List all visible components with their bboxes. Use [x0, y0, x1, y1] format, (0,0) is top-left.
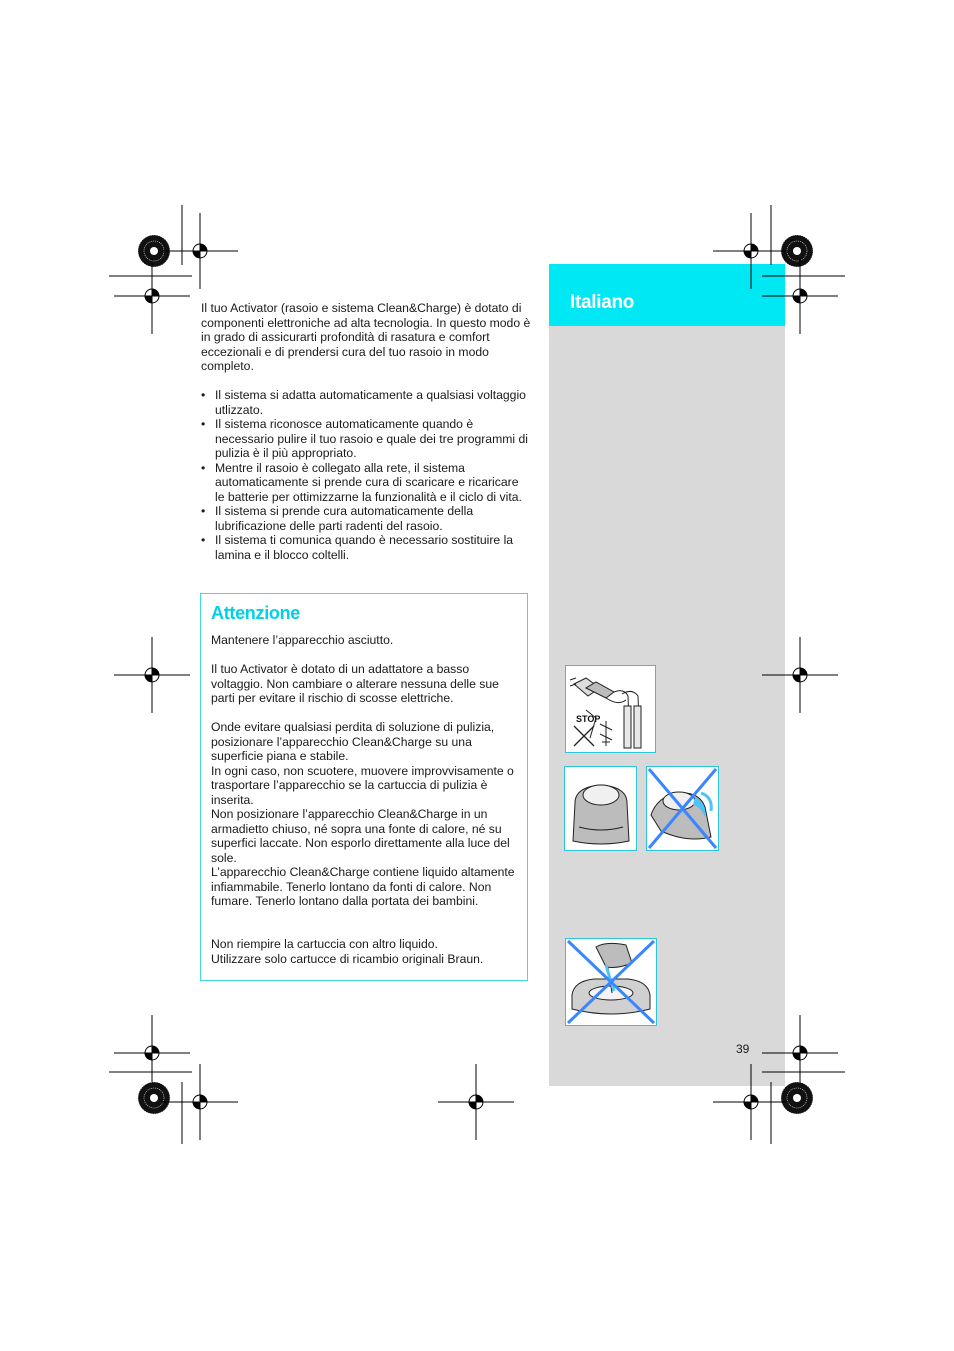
intro-paragraph: Il tuo Activator (rasoio e sistema Clean&Charge) è dotato di componenti elettroniche ad alta tecnologia. In questo modo è in grado di assicurarti profondità di rasatura e comfort eccezionali e di prendersi cura del tuo rasoio in modo completo.: [201, 301, 531, 373]
feature-item: • Il sistema riconosce automaticamente quando è necessario pulire il tuo rasoio e quale dei tre programmi di pulizia è il più appropriato.: [201, 417, 531, 461]
warning-text: Non posizionare l’apparecchio Clean&Charge in un armadietto chiuso, né sopra una fonte di calore, né su superfici laccate. Non esporlo direttamente alla luce del sole.: [211, 807, 510, 865]
stop-label: STOP: [576, 714, 601, 724]
feature-item: • Il sistema ti comunica quando è necessario sostituire la lamina e il blocco coltelli.: [201, 533, 531, 562]
warning-text: L’apparecchio Clean&Charge contiene liquido altamente infiammabile. Tenerlo lontano da fonti di calore. Non fumare. Tenerlo lontano dalla portata dei bambini.: [211, 865, 515, 908]
language-heading: Italiano: [570, 292, 635, 313]
feature-item: • Il sistema si adatta automaticamente a qualsiasi voltaggio utlizzato.: [201, 388, 531, 417]
warning-text: Utilizzare solo cartucce di ricambio originali Braun.: [211, 951, 484, 966]
warning-text: Non riempire la cartuccia con altro liquido.: [211, 937, 438, 951]
page-number: 39: [736, 1042, 750, 1056]
feature-item: • Mentre il rasoio è collegato alla rete, il sistema automaticamente si prende cura di scaricare e ricaricare le batterie per ottimizzarne la funzionalità e il ciclo di vita.: [201, 461, 531, 505]
warning-text: Mantenere l’apparecchio asciutto.: [211, 633, 394, 647]
feature-item: • Il sistema si prende cura automaticamente della lubrificazione delle parti radenti del rasoio.: [201, 504, 531, 533]
warning-text: Il tuo Activator è dotato di un adattatore a basso voltaggio. Non cambiare o alterare nessuna delle sue parti per evitare il rischio di scosse elettriche.: [211, 662, 499, 705]
warning-title: Attenzione: [211, 603, 300, 623]
warning-text: Onde evitare qualsiasi perdita di soluzione di pulizia, posizionare l’apparecchio Clean&Charge su una superficie piana e stabile.: [211, 720, 495, 763]
warning-text: In ogni caso, non scuotere, muovere improvvisamente o trasportare l’apparecchio se la cartuccia di pulizia è inserita.: [211, 763, 514, 807]
